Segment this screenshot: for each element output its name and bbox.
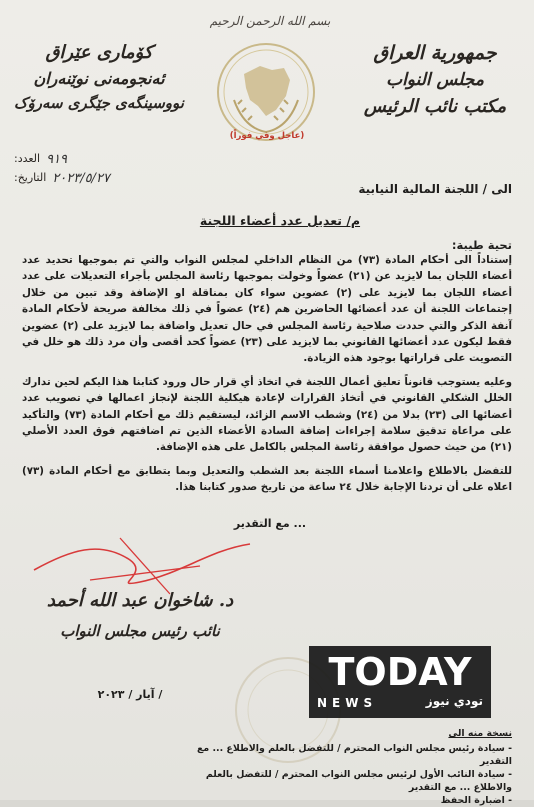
reference-date: ٢٠٢٣/٥/٢٧ [52, 171, 110, 186]
letter-body [22, 252, 512, 503]
iraq-emblem-seal [214, 40, 318, 144]
header-kurdish-line2: ئەنجومەنی نوێنەران [33, 69, 165, 88]
cc-item: - سيادة رئيس مجلس النواب المحترم / للتفضل بالعلم والاطلاع ... مع التقدير [197, 743, 512, 767]
signatory-name: د. شاخوان عبد الله أحمد [46, 590, 234, 611]
recipient-line: الى / اللجنة المالية النيابية [358, 182, 512, 196]
subject-line: م/ تعديل عدد أعضاء اللجنة [199, 213, 361, 228]
watermark-brand: TODAY [328, 650, 472, 694]
reference-number-label: العدد: [14, 152, 41, 165]
cc-item: - سيادة النائب الأول لرئيس مجلس النواب المحترم / للتفضل بالعلم والاطلاع ... مع التقدير [205, 769, 512, 793]
body-paragraph: إستناداً الى أحكام المادة (٧٣) من النظام الداخلي لمجلس النواب والتي تم بموجبها تحديد عدد أعضاء اللجان بما لايزيد عن (٢١) عضواً وخولت بموجبها رئاسة المجلس بأجراء التعديلات على عدد أعضاء اللجان بما لايزيد على (٢) عضوين سواء كان بمناقلة او الإضافة وقد تبين من خلال إجتماعات اللجنة أن عدد أعضائها الحاضرين هم (٢٤) عضواً في ذلك مخالفة صريحة لأحكام المادة آنفة الذكر والتي حددت صلاحية رئاسة المجلس في حال تعديل واضافة بما لايزيد على (٢) عضوين فقط ليكون عدد أعضائها القانوني بما لايزيد على (٢٣) عضواً كحد أقصى وأن مرد ذلك هو خلل في التصويت على قراراتها بوجود هذه الزيادة. [22, 254, 513, 365]
closing-regards: ... مع التقدير [233, 517, 307, 530]
reference-date-label: التاريخ: [14, 171, 47, 184]
signatory-title: نائب رئيس مجلس النواب [60, 622, 220, 640]
header-arabic-line2: مجلس النواب [386, 70, 484, 90]
header-arabic-line1: جمهورية العراق [373, 42, 497, 64]
basmala: بسم الله الرحمن الرحيم [209, 14, 331, 28]
body-paragraph: للتفضل بالاطلاع واعلامنا أسماء اللجنة بعد الشطب والتعديل وبما يتطابق مع أحكام المادة (٧٣) اعلاه على أن تردنا الإجابة خلال ٢٤ ساعة من تاريخ صدور كتابنا هذا. [22, 464, 512, 494]
header-kurdish [14, 40, 184, 118]
cc-item: - اضبارة الحفظ [440, 795, 512, 806]
watermark-news: NEWS [317, 696, 378, 710]
reference-block [14, 152, 164, 190]
header-kurdish-line3: نووسینگەی جێگری سەرۆک [14, 94, 184, 112]
header-kurdish-line1: كۆماری عێراق [45, 42, 153, 63]
today-news-watermark [309, 646, 491, 718]
header-arabic-line3: مكتب نائب الرئيس [363, 96, 507, 117]
reference-number: ٩١٩ [46, 152, 68, 167]
watermark-arabic: تودي نيوز [425, 694, 483, 708]
signature-date: / آيار / ٢٠٢٣ [97, 688, 163, 701]
greeting: تحية طيبة: [451, 238, 512, 252]
header-arabic [350, 40, 520, 123]
body-paragraph: وعليه يستوجب قانوناً تعليق أعمال اللجنة في اتخاذ أي قرار حال ورود كتابنا هذا اليكم لحين تدارك الخلل الشكلي القانوني في أتخاذ القرارات لإعادة هيكلية اللجنة لإنجاز اعمالها في تصويب عدد أعضائها الى (٢٣) بدلا من (٢٤) وشطب الاسم الزائد، ليستقيم ذلك مع أحكام المادة (٧٣) والتأكيد على مراعاة تدقيق سلامة إجراءات إضافة السادة الأعضاء الذين تم اضافتهم فوق العدد الأصلي (٢١) من حيث حصول موافقة رئاسة المجلس بالكامل على هذه الإضافة. [22, 375, 512, 454]
cc-block [182, 727, 512, 807]
cc-heading: نسخة منه الى [448, 728, 512, 739]
urgent-stamp-caption: (عاجل وفي فوراً) [229, 131, 305, 141]
